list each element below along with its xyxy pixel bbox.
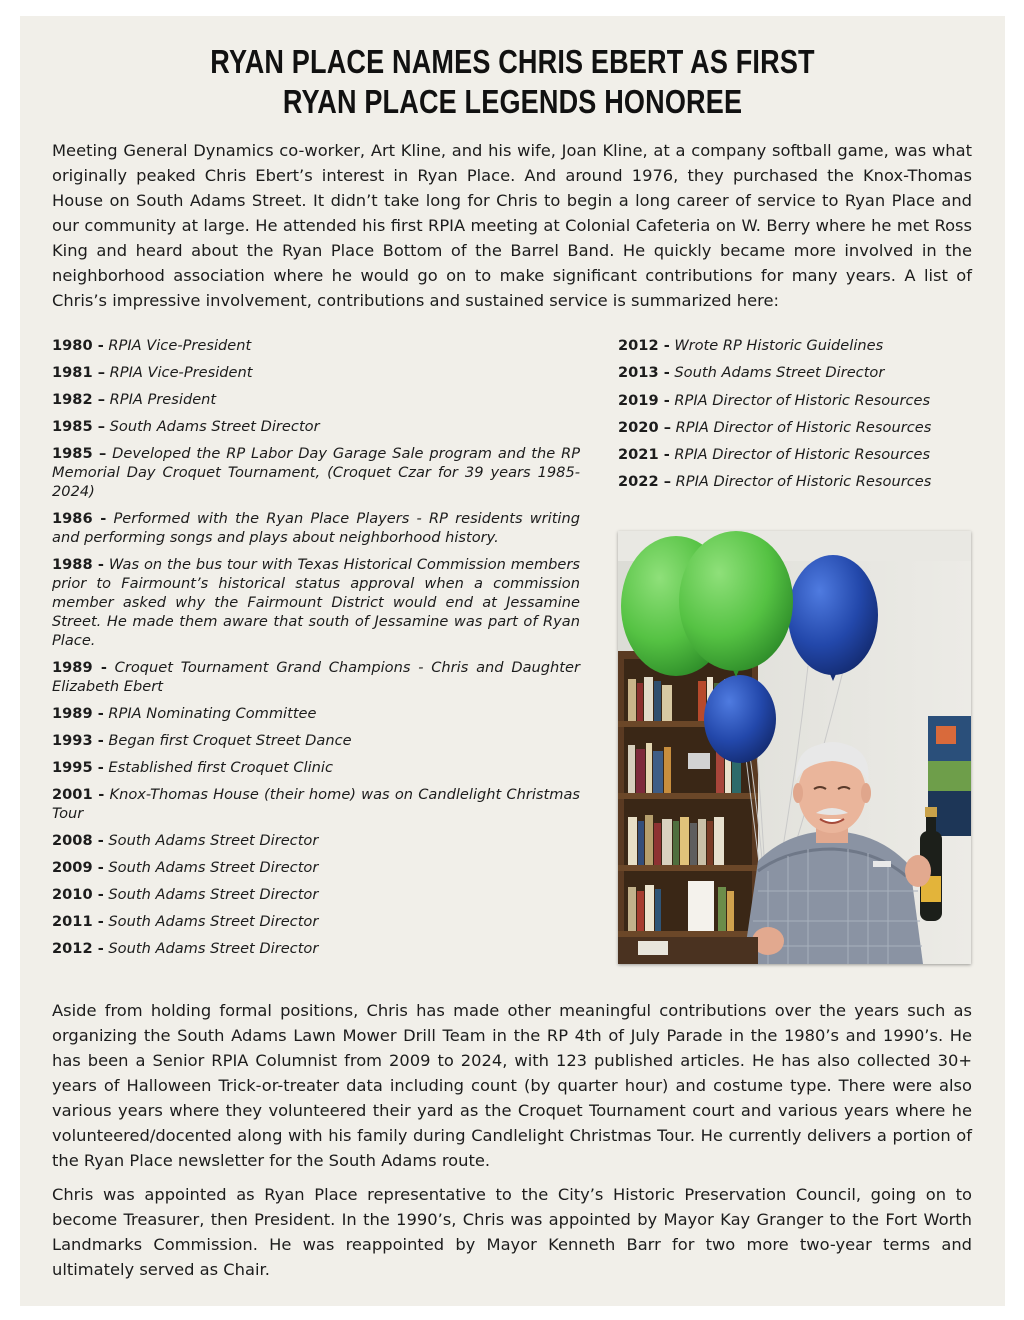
entry-description: South Adams Street Director	[108, 913, 319, 930]
newsletter-page	[20, 16, 1005, 1306]
entry-year: 1981 –	[52, 364, 105, 381]
entry-description: South Adams Street Director	[109, 418, 320, 435]
entry-description: Was on the bus tour with Texas Historical Commission members prior to Fairmount’s historical status approval when a commission member asked why the Fairmount District would end at Jessamine Street. He made them aware that south of Jessamine was part of Ryan Place.	[52, 556, 581, 649]
entry-year: 2001 -	[52, 786, 105, 803]
entry-year: 2013 -	[618, 364, 670, 382]
entry-year: 2010 -	[52, 886, 104, 903]
timeline-left-entry	[52, 939, 580, 958]
entry-year: 2011 -	[52, 913, 104, 930]
timeline-left-entry	[52, 885, 580, 904]
entry-year: 1989 -	[52, 705, 104, 722]
entry-year: 1982 –	[52, 391, 105, 408]
timeline-left-entry	[52, 912, 580, 931]
balloon-green-center	[679, 531, 793, 671]
entry-year: 1985 –	[52, 418, 105, 435]
timeline-left-entry	[52, 417, 580, 436]
closing-section	[52, 998, 972, 1291]
headline-line-2: RYAN PLACE LEGENDS HONOREE	[282, 83, 743, 120]
entry-year: 2009 -	[52, 859, 104, 876]
entry-description: RPIA Nominating Committee	[108, 705, 317, 722]
timeline-right-entry	[618, 418, 978, 437]
entry-description: RPIA Vice-President	[108, 337, 252, 354]
timeline-left-entry	[52, 336, 580, 355]
timeline-left-entry	[52, 858, 580, 877]
timeline-right-entry	[618, 363, 978, 382]
entry-year: 1986 -	[52, 510, 107, 527]
timeline-left-entry	[52, 758, 580, 777]
entry-description: Knox-Thomas House (their home) was on Candlelight Christmas Tour	[52, 786, 580, 822]
entry-description: RPIA Director of Historic Resources	[675, 418, 932, 436]
closing-paragraph: Aside from holding formal positions, Chris has made other meaningful contributions over the years such as organizing the South Adams Lawn Mower Drill Team in the RP 4th of July Parade in the 1980’s and 1990’s. He has been a Senior RPIA Columnist from 2009 to 2024, with 123 published articles. He has also collected 30+ years of Halloween Trick-or-treater data including count (by quarter hour) and costume type. There were also various years where they volunteered their yard as the Croquet Tournament court and various years where he volunteered/docented along with his family during Candlelight Christmas Tour. He currently delivers a portion of the Ryan Place newsletter for the South Adams route.	[52, 1001, 972, 1170]
timeline-left-entry	[52, 785, 580, 823]
entry-description: Wrote RP Historic Guidelines	[674, 337, 884, 354]
entry-description: South Adams Street Director	[108, 859, 319, 876]
entry-year: 2019 -	[618, 391, 670, 409]
entry-year: 2012 -	[52, 940, 104, 957]
entry-description: South Adams Street Director	[674, 364, 885, 382]
photo-illustration	[618, 531, 971, 964]
honoree-photo	[618, 531, 971, 964]
entry-description: RPIA Director of Historic Resources	[675, 473, 932, 491]
balloon-blue-large	[788, 555, 878, 675]
intro-text: Meeting General Dynamics co-worker, Art Kline, and his wife, Joan Kline, at a company softball game, was what originally peaked Chris Ebert’s interest in Ryan Place. And around 1976, they purchased the Knox-Thomas House on South Adams Street. It didn’t take long for Chris to begin a long career of service to Ryan Place and our community at large. He attended his first RPIA meeting at Colonial Cafeteria on W. Berry where he met Ross King and heard about the Ryan Place Bottom of the Barrel Band. He quickly became more involved in the neighborhood association where he would go on to make significant contributions for many years. A list of Chris’s impressive involvement, contributions and sustained service is summarized here:	[52, 141, 972, 310]
entry-description: RPIA Director of Historic Resources	[674, 446, 931, 464]
timeline-left-entry	[52, 363, 580, 382]
entry-description: Established first Croquet Clinic	[108, 759, 333, 776]
intro-paragraph	[52, 138, 972, 313]
entry-year: 1985 –	[52, 445, 107, 462]
entry-year: 1995 -	[52, 759, 104, 776]
entry-description: Began first Croquet Street Dance	[108, 732, 352, 749]
entry-description: Performed with the Ryan Place Players - RP residents writing and performing songs and plays about neighborhood history.	[52, 510, 580, 546]
entry-description: Developed the RP Labor Day Garage Sale program and the RP Memorial Day Croquet Tournament, (Croquet Czar for 39 years 1985-2024)	[52, 445, 581, 500]
balloon-blue-small	[704, 675, 776, 763]
entry-description: South Adams Street Director	[108, 832, 319, 849]
headline-line-1: RYAN PLACE NAMES CHRIS EBERT AS FIRST	[210, 43, 815, 80]
entry-description: Croquet Tournament Grand Champions - Chris and Daughter Elizabeth Ebert	[52, 659, 580, 695]
timeline-left-entry	[52, 555, 580, 650]
closing-paragraph: Chris was appointed as Ryan Place representative to the City’s Historic Preservation Council, going on to become Treasurer, then President. In the 1990’s, Chris was appointed by Mayor Kay Granger to the Fort Worth Landmarks Commission. He was reappointed by Mayor Kenneth Barr for two more two-year terms and ultimately served as Chair.	[52, 1185, 972, 1279]
timeline-right-entry	[618, 445, 978, 464]
entry-description: RPIA Vice-President	[109, 364, 253, 381]
entry-description: RPIA President	[109, 391, 217, 408]
timeline-left-entry	[52, 731, 580, 750]
entry-year: 1989 -	[52, 659, 107, 676]
entry-year: 1988 -	[52, 556, 104, 573]
entry-year: 2020 –	[618, 418, 671, 436]
entry-year: 2008 -	[52, 832, 104, 849]
timeline-left-entry	[52, 390, 580, 409]
timeline-left-entry	[52, 831, 580, 850]
entry-description: South Adams Street Director	[108, 940, 319, 957]
timeline-left-entry	[52, 704, 580, 723]
entry-description: South Adams Street Director	[108, 886, 319, 903]
timeline-right-entry	[618, 336, 978, 355]
entry-year: 2021 -	[618, 446, 670, 464]
entry-year: 2022 –	[618, 473, 671, 491]
entry-year: 2012 -	[618, 337, 670, 354]
entry-year: 1993 -	[52, 732, 104, 749]
timeline-left-column	[52, 336, 580, 966]
headline	[109, 42, 917, 122]
entry-description: RPIA Director of Historic Resources	[674, 391, 931, 409]
timeline-right-entry	[618, 472, 978, 491]
timeline-left-entry	[52, 444, 580, 501]
timeline-right-entry	[618, 391, 978, 410]
entry-year: 1980 -	[52, 337, 104, 354]
timeline-right-column	[618, 336, 978, 500]
timeline-left-entry	[52, 658, 580, 696]
timeline-left-entry	[52, 509, 580, 547]
